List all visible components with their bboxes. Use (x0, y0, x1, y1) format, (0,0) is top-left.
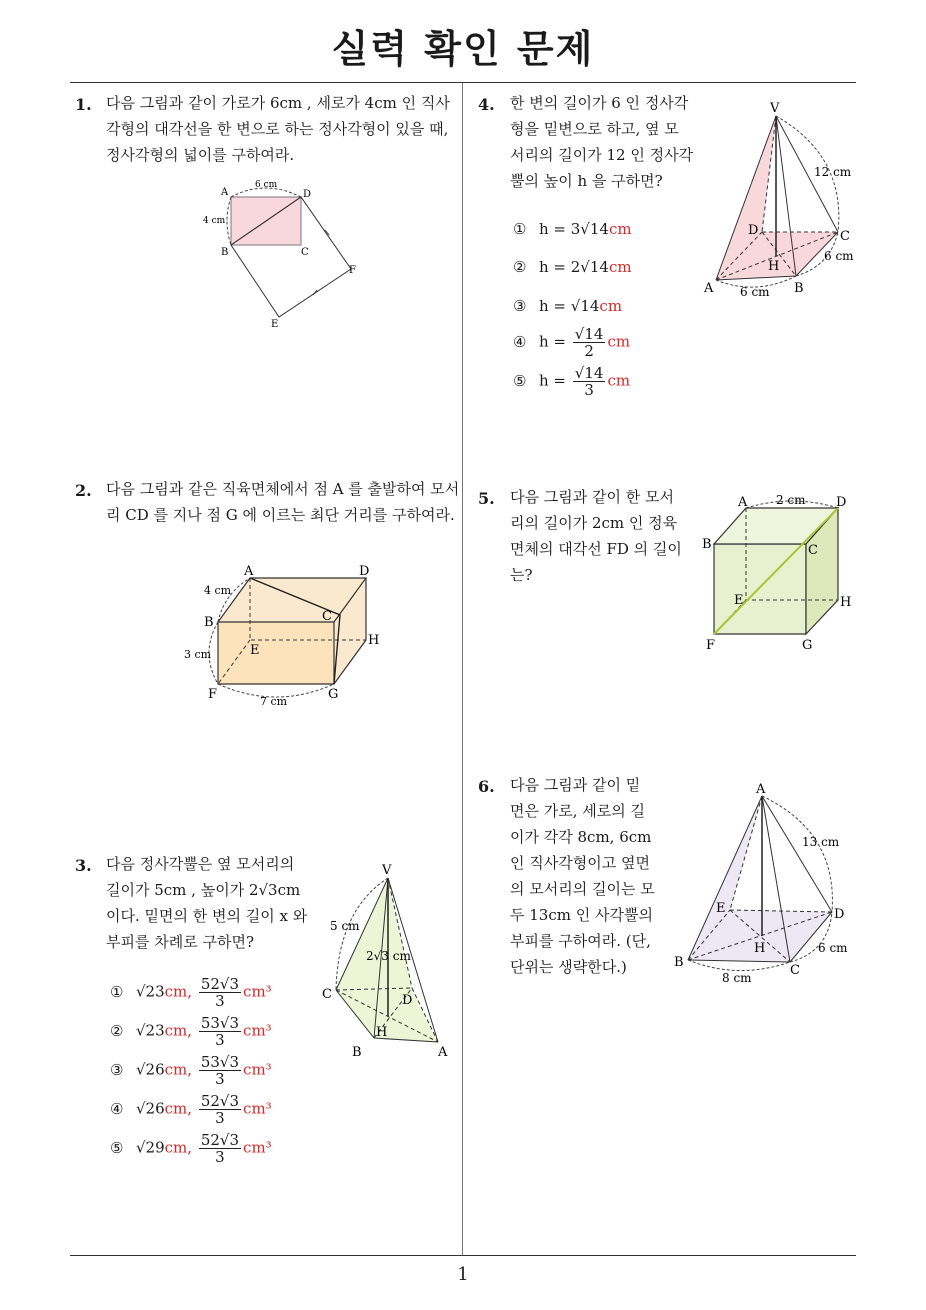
label-E: E (716, 901, 726, 916)
top-rule (70, 82, 856, 83)
label-len-7: 7 cm (260, 695, 288, 708)
label-D: D (402, 993, 413, 1008)
figure-cube (700, 492, 860, 657)
label-A: A (704, 281, 714, 296)
label-A: A (438, 1045, 448, 1060)
label-D: D (359, 564, 370, 579)
problem-number: 3. (75, 856, 92, 875)
label-B: B (221, 247, 229, 258)
label-H: H (368, 633, 380, 648)
choice-3[interactable]: ③ √26cm, $\frac{53√3}{3}$ cm³ (110, 1053, 272, 1088)
label-C: C (301, 247, 309, 258)
label-len-3: 3 cm (184, 648, 212, 661)
label-A: A (244, 564, 254, 579)
choice-4[interactable]: ④ √26cm, $\frac{52√3}{3}$ cm³ (110, 1092, 272, 1127)
bottom-rule (70, 1255, 856, 1256)
label-V: V (382, 863, 392, 878)
label-B: B (794, 281, 804, 296)
choice-1[interactable]: ① √23cm, $\frac{52√3}{3}$ cm³ (110, 975, 272, 1010)
label-width: 6 cm (255, 180, 278, 190)
label-C: C (322, 987, 332, 1002)
problem-text: 다음 그림과 같이 가로가 6cm , 세로가 4cm 인 직사 각형의 대각선을 한 변으로 하는 정사각형이 있을 때, 정사각형의 넓이를 구하여라. (106, 94, 450, 164)
label-H: H (768, 259, 780, 274)
label-B: B (352, 1045, 362, 1060)
page-title: 실력 확인 문제 (331, 27, 595, 71)
problem-text: 다음 그림과 같이 한 모서 리의 길이가 2cm 인 정육 면체의 대각선 FD 의 길이 는? (510, 488, 682, 584)
choice-3[interactable]: ③ h = √14cm (513, 297, 623, 315)
label-F: F (706, 638, 716, 653)
problem-text: 한 변의 길이가 6 인 정사각 형을 밑변으로 하고, 옆 모 서리의 길이가 12 인 정사각 뿔의 높이 h 을 구하면? (510, 94, 694, 190)
label-edge: 13 cm (802, 835, 840, 849)
choice-5[interactable]: ⑤ h = $\frac{√14}{3}$ cm (513, 364, 631, 399)
choice-5[interactable]: ⑤ √29cm, $\frac{52√3}{3}$ cm³ (110, 1131, 272, 1166)
label-A: A (221, 187, 229, 198)
label-C: C (790, 963, 800, 978)
label-edge: 12 cm (814, 165, 852, 179)
label-B: B (674, 955, 684, 970)
label-A: A (738, 495, 748, 510)
label-H: H (754, 941, 766, 956)
label-E: E (271, 319, 279, 330)
label-D: D (836, 495, 847, 510)
problem-text: 다음 그림과 같이 밑 면은 가로, 세로의 길 이가 각각 8cm, 6cm 인 직사각형이고 옆면 의 모서리의 길이는 모 두 13cm 인 사각뿔의 부피를 구하여라. (단, 단위는 생략한다.) (510, 776, 655, 976)
figure-pyramid-6 (672, 780, 857, 990)
page-number: 1 (457, 1264, 469, 1285)
label-G: G (328, 687, 339, 702)
problem-text: 다음 그림과 같은 직육면체에서 점 A 를 출발하여 모서 리 CD 를 지나 점 G 에 이르는 최단 거리를 구하여라. (106, 480, 460, 524)
label-C: C (322, 609, 332, 624)
label-edge: 5 cm (330, 919, 360, 933)
label-D: D (748, 223, 759, 238)
problem-number: 2. (75, 481, 92, 500)
figure-pyramid-3 (320, 860, 460, 1065)
problem-number: 4. (478, 95, 495, 114)
label-D: D (834, 907, 845, 922)
problem-number: 5. (478, 489, 495, 508)
problem-text: 다음 정사각뿔은 옆 모서리의 길이가 5cm , 높이가 2√3cm 이다. 밑면의 한 변의 길이 x 와 부피를 차례로 구하면? (106, 855, 308, 951)
problem-number: 1. (75, 95, 92, 114)
column-divider (462, 83, 463, 1255)
label-height: 2√3 cm (366, 949, 411, 963)
label-B: B (204, 615, 214, 630)
label-side-cd: 6 cm (818, 941, 848, 955)
label-E: E (734, 593, 744, 608)
label-F: F (349, 265, 356, 276)
label-C: C (808, 543, 818, 558)
label-side-ab: 6 cm (740, 285, 770, 299)
label-H: H (840, 595, 852, 610)
figure-rect-square (195, 175, 370, 335)
choice-1[interactable]: ① h = 3√14cm (513, 220, 632, 238)
label-B: B (702, 537, 712, 552)
figure-pyramid-4 (700, 96, 860, 301)
problem-number: 6. (478, 777, 495, 796)
label-side-bc: 6 cm (824, 249, 854, 263)
label-V: V (770, 101, 780, 116)
label-H: H (376, 1025, 388, 1040)
label-G: G (802, 638, 813, 653)
label-C: C (840, 229, 850, 244)
figure-cuboid (180, 560, 390, 715)
label-side-bc: 8 cm (722, 971, 752, 985)
label-height: 4 cm (203, 216, 226, 226)
label-E: E (250, 643, 260, 658)
label-A: A (756, 782, 766, 797)
label-D: D (303, 189, 312, 200)
choice-2[interactable]: ② h = 2√14cm (513, 258, 632, 276)
label-edge: 2 cm (776, 493, 806, 507)
choice-4[interactable]: ④ h = $\frac{√14}{2}$ cm (513, 325, 631, 360)
choice-2[interactable]: ② √23cm, $\frac{53√3}{3}$ cm³ (110, 1014, 272, 1049)
label-len-4: 4 cm (204, 584, 232, 597)
label-F: F (208, 687, 218, 702)
